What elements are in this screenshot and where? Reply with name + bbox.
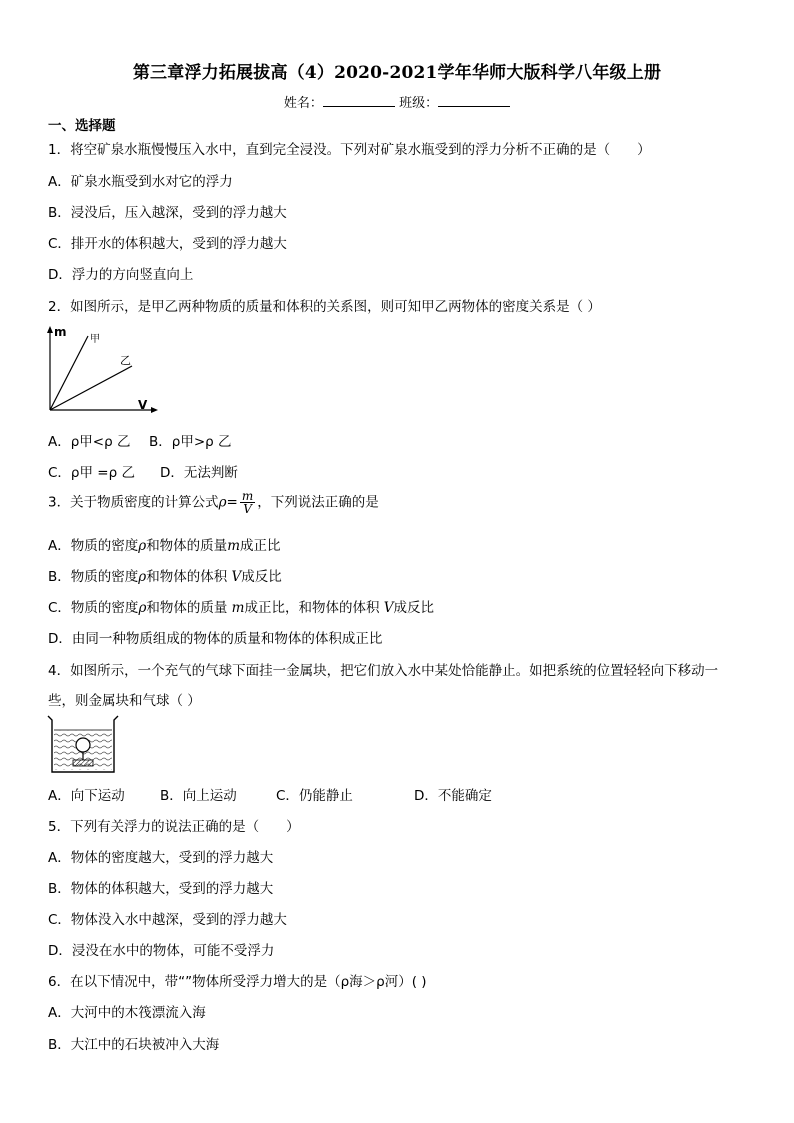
q3-c-text-1: C．物质的密度 — [48, 600, 139, 616]
class-blank — [438, 94, 510, 107]
section-heading: 一、选择题 — [48, 118, 116, 134]
q3-b-text-1: B．物质的密度 — [48, 569, 139, 585]
q3-b-text-3: 成反比 — [241, 569, 282, 585]
q3-formula-fraction — [240, 490, 255, 515]
q1-stem: 1．将空矿泉水瓶慢慢压入水中，直到完全浸没。下列对矿泉水瓶受到的浮力分析不正确的是（ ） — [48, 142, 651, 158]
q2-option-d: D．无法判断 — [160, 465, 238, 481]
q1-option-a: A．矿泉水瓶受到水对它的浮力 — [48, 174, 233, 190]
graph-x-label: V — [138, 398, 148, 412]
q5-option-a: A．物体的密度越大，受到的浮力越大 — [48, 850, 274, 866]
q3-stem — [48, 490, 379, 515]
q1-option-d: D．浮力的方向竖直向上 — [48, 267, 194, 283]
q4-beaker-figure — [46, 714, 120, 776]
class-label: 班级： — [399, 96, 439, 111]
q2-options-row1 — [48, 430, 232, 450]
name-label: 姓名： — [283, 96, 323, 111]
q5-option-d: D．浸没在水中的物体，可能不受浮力 — [48, 943, 275, 959]
q1-option-c: C．排开水的体积越大，受到的浮力越大 — [48, 236, 287, 252]
q3-a-text-2: 和物体的质量 — [146, 538, 228, 554]
graph-line-jia-label: 甲 — [90, 334, 100, 345]
q2-options-row2 — [48, 461, 238, 481]
q2-stem: 2．如图所示，是甲乙两种物质的质量和体积的关系图，则可知甲乙两物体的密度关系是（ ） — [48, 299, 601, 315]
q3-b-text-2: 和物体的体积 — [146, 569, 228, 585]
q4-option-a: A．向下运动 — [48, 788, 125, 804]
q3-option-a — [48, 534, 281, 554]
q3-a-text-1: A．物质的密度 — [48, 538, 139, 554]
q3-option-c — [48, 596, 434, 616]
q6-option-a: A．大河中的木筏漂流入海 — [48, 1005, 206, 1021]
q4-option-d: D．不能确定 — [414, 788, 492, 804]
q3-stem-pre: 3．关于物质密度的计算公式 — [48, 494, 219, 511]
graph-line-yi-label: 乙 — [120, 354, 131, 367]
q3-a-text-3: 成正比 — [240, 538, 281, 554]
page-title: 第三章浮力拓展拔高（4）2020-2021学年华师大版科学八年级上册 — [132, 63, 662, 83]
q6-stem: 6．在以下情况中，带“”物体所受浮力增大的是（ρ海＞ρ河）( ) — [48, 974, 427, 990]
q3-c-v: V — [383, 600, 394, 616]
q3-formula-numerator: m — [241, 489, 254, 503]
q3-a-rho: ρ — [138, 538, 147, 554]
q5-option-b: B．物体的体积越大，受到的浮力越大 — [48, 881, 274, 897]
q3-b-v: V — [231, 569, 242, 585]
q3-c-text-3: 成正比，和物体的体积 — [244, 600, 380, 616]
name-blank — [323, 94, 395, 107]
q3-c-rho: ρ — [138, 600, 147, 616]
q5-option-c: C．物体没入水中越深，受到的浮力越大 — [48, 912, 287, 928]
q3-formula-lhs: ρ= — [218, 494, 238, 511]
q3-stem-post: ，下列说法正确的是 — [257, 494, 379, 511]
q3-option-b — [48, 565, 282, 585]
q6-option-b: B．大江中的石块被冲入大海 — [48, 1037, 220, 1053]
q3-c-text-4: 成反比 — [393, 600, 435, 616]
q1-option-b: B．浸没后，压入越深，受到的浮力越大 — [48, 205, 287, 221]
q3-option-d: D．由同一种物质组成的物体的质量和物体的体积成正比 — [48, 631, 383, 647]
q2-option-b: B．ρ甲>ρ 乙 — [149, 434, 232, 450]
q3-a-m: m — [227, 538, 240, 554]
q3-c-m: m — [231, 600, 245, 616]
q3-c-text-2: 和物体的质量 — [146, 600, 228, 616]
q4-stem-line1: 4．如图所示，一个充气的气球下面挂一金属块，把它们放入水中某处恰能静止。如把系统的位置轻轻向下移动一 — [48, 663, 719, 679]
q4-option-b: B．向上运动 — [160, 788, 237, 804]
name-class-line — [0, 92, 794, 111]
q2-option-a: A．ρ甲<ρ 乙 — [48, 434, 131, 450]
q5-stem: 5．下列有关浮力的说法正确的是（ ） — [48, 819, 300, 835]
q4-options-row — [48, 784, 492, 804]
q2-option-c: C．ρ甲 =ρ 乙 — [48, 465, 135, 481]
q3-formula-denominator: V — [243, 502, 252, 516]
q4-stem-line2: 些，则金属块和气球（ ） — [48, 693, 201, 709]
q4-option-c: C．仍能静止 — [276, 788, 353, 804]
q2-mass-volume-graph — [44, 324, 162, 416]
q3-b-rho: ρ — [138, 569, 147, 585]
graph-y-label: m — [54, 325, 67, 339]
